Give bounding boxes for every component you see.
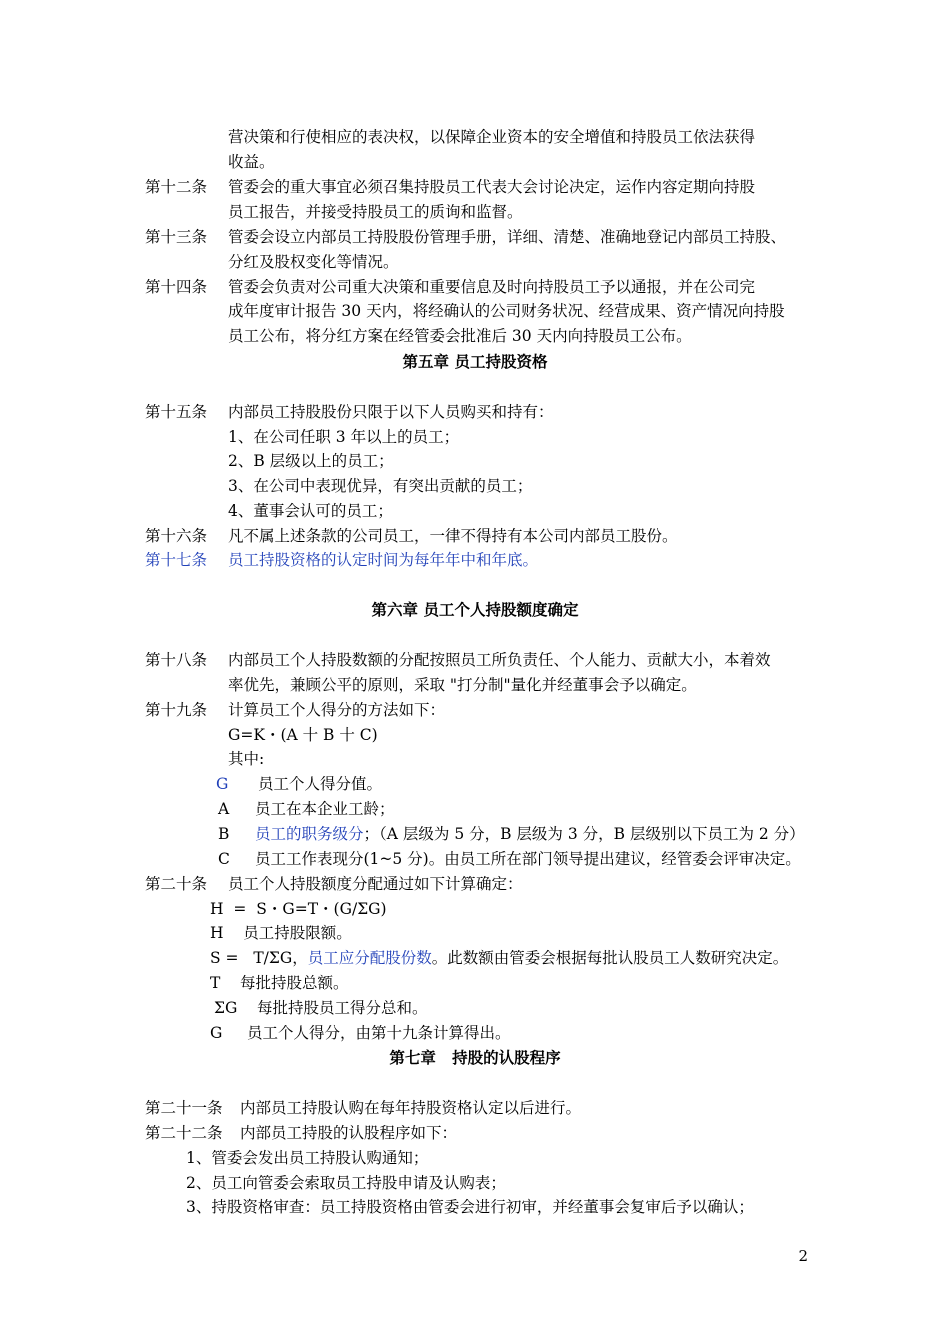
variable-g-line: G 员工个人得分，由第十九条计算得出。 — [210, 1024, 511, 1042]
chapter-6-heading: 第六章 员工个人持股额度确定 — [371, 601, 579, 619]
article-19-label: 第十九条 — [145, 701, 208, 719]
chapter-5-heading: 第五章 员工持股资格 — [402, 353, 548, 371]
variable-b-desc — [255, 823, 805, 845]
variable-c-symbol: C — [218, 850, 230, 868]
continuation-line: 营决策和行使相应的表决权，以保障企业资本的安全增值和持股员工依法获得 — [228, 128, 756, 146]
formula-h: H = S・G=T・(G/ΣG) — [210, 900, 387, 918]
variable-s-highlight: 员工应分配股份数 — [307, 949, 432, 967]
article-12-text: 员工报告，并接受持股员工的质询和监督。 — [228, 203, 523, 221]
article-13-label: 第十三条 — [145, 228, 208, 246]
variable-g-symbol: G — [216, 775, 229, 793]
formula-g: G=K・(A 十 B 十 C) — [228, 726, 378, 744]
variable-s-rest: 。此数额由管委会根据每批认股员工人数研究决定。 — [431, 949, 789, 967]
article-14-text: 员工公布，将分红方案在经管委会批准后 30 天内向持股员工公布。 — [228, 327, 692, 345]
chapter-7-heading: 第七章 持股的认股程序 — [389, 1049, 561, 1067]
article-19-text: 计算员工个人得分的方法如下： — [228, 701, 446, 719]
variable-b-desc-highlight: 员工的职务级分 — [255, 825, 364, 843]
article-16-label: 第十六条 — [145, 527, 208, 545]
list-item: 4、董事会认可的员工； — [228, 502, 393, 520]
article-20-text: 员工个人持股额度分配通过如下计算确定： — [228, 875, 523, 893]
article-21-text: 内部员工持股认购在每年持股资格认定以后进行。 — [240, 1099, 582, 1117]
continuation-line: 收益。 — [228, 153, 275, 171]
article-17-label: 第十七条 — [145, 551, 208, 569]
article-15-label: 第十五条 — [145, 403, 208, 421]
variable-a-desc: 员工在本企业工龄； — [255, 800, 395, 818]
variable-c-desc: 员工工作表现分(1~5 分)。由员工所在部门领导提出建议，经管委会评审决定。 — [255, 850, 801, 868]
list-item: 2、B 层级以上的员工； — [228, 452, 394, 470]
variable-a-symbol: A — [218, 800, 230, 818]
where-label: 其中: — [228, 750, 265, 768]
variable-sigma-g-line: ΣG 每批持股员工得分总和。 — [214, 999, 428, 1017]
article-18-label: 第十八条 — [145, 651, 208, 669]
article-18-text: 率优先，兼顾公平的原则，采取 "打分制"量化并经董事会予以确定。 — [228, 676, 697, 694]
article-16-text: 凡不属上述条款的公司员工，一律不得持有本公司内部员工股份。 — [228, 527, 678, 545]
procedure-step: 2、员工向管委会索取员工持股申请及认购表； — [186, 1174, 506, 1192]
variable-b-desc-rest: ；（A 层级为 5 分，B 层级为 3 分，B 层级别以下员工为 2 分） — [363, 825, 805, 843]
variable-b-symbol: B — [218, 825, 230, 843]
article-22-label: 第二十二条 — [145, 1124, 223, 1142]
article-13-text: 管委会设立内部员工持股股份管理手册，详细、清楚、准确地登记内部员工持股、 — [228, 228, 787, 246]
article-14-text: 管委会负责对公司重大决策和重要信息及时向持股员工予以通报，并在公司完 — [228, 278, 756, 296]
list-item: 1、在公司任职 3 年以上的员工； — [228, 428, 460, 446]
variable-h-line: H 员工持股限额。 — [210, 924, 352, 942]
article-14-label: 第十四条 — [145, 278, 208, 296]
article-12-text: 管委会的重大事宜必须召集持股员工代表大会讨论决定，运作内容定期向持股 — [228, 178, 756, 196]
article-13-text: 分红及股权变化等情况。 — [228, 253, 399, 271]
procedure-step: 1、管委会发出员工持股认购通知； — [186, 1149, 429, 1167]
variable-g-desc: 员工个人得分值。 — [258, 775, 383, 793]
article-14-text: 成年度审计报告 30 天内，将经确认的公司财务状况、经营成果、资产情况向持股 — [228, 302, 785, 320]
variable-s-prefix: S = T/ΣG， — [210, 949, 308, 967]
article-20-label: 第二十条 — [145, 875, 208, 893]
article-17-text: 员工持股资格的认定时间为每年年中和年底。 — [228, 551, 539, 569]
article-18-text: 内部员工个人持股数额的分配按照员工所负责任、个人能力、贡献大小，本着效 — [228, 651, 771, 669]
article-21-label: 第二十一条 — [145, 1099, 223, 1117]
article-12-label: 第十二条 — [145, 178, 208, 196]
article-22-text: 内部员工持股的认股程序如下： — [240, 1124, 458, 1142]
article-15-text: 内部员工持股股份只限于以下人员购买和持有： — [228, 403, 554, 421]
variable-t-line: T 每批持股总额。 — [210, 974, 349, 992]
procedure-step: 3、持股资格审查：员工持股资格由管委会进行初审，并经董事会复审后予以确认； — [186, 1198, 754, 1216]
variable-s-line — [210, 947, 788, 969]
list-item: 3、在公司中表现优异，有突出贡献的员工； — [228, 477, 533, 495]
page-number: 2 — [798, 1247, 808, 1265]
